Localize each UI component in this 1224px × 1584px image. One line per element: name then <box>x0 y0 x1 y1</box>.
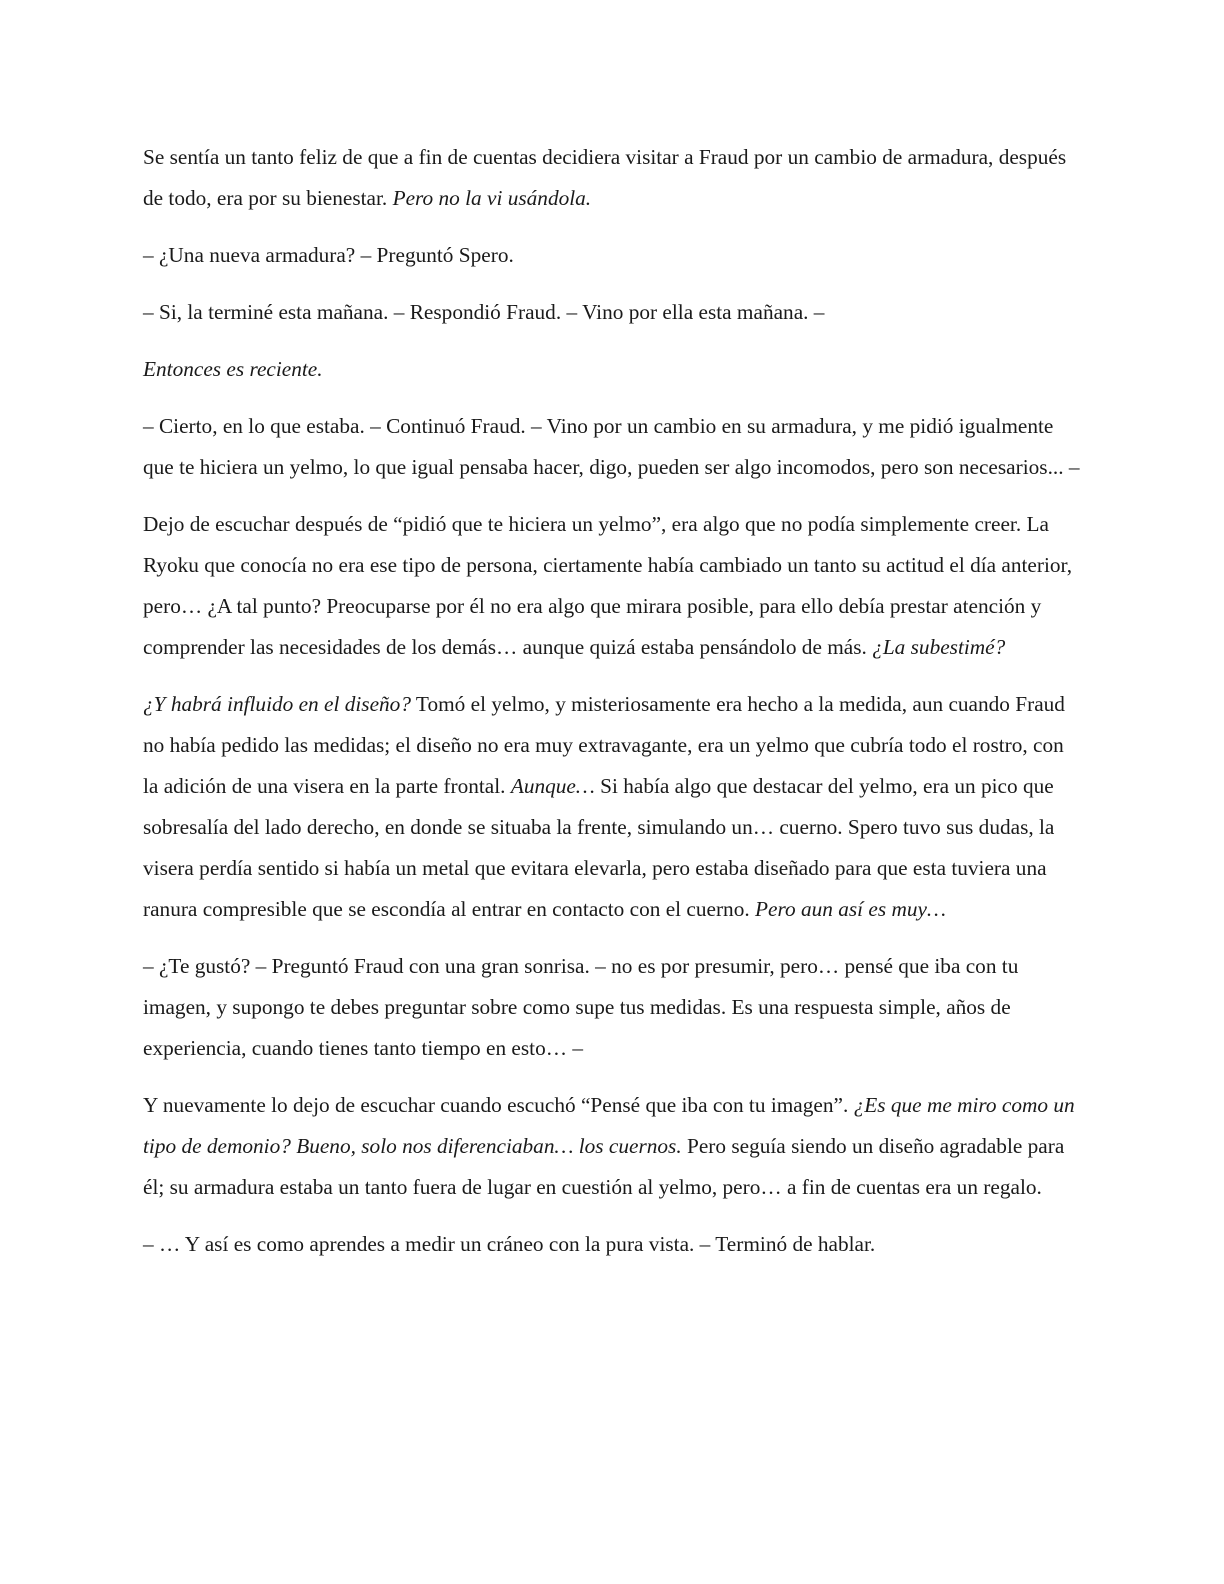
paragraph-3-text: – Si, la terminé esta mañana. – Respondió Fraud. – Vino por ella esta mañana. – <box>143 300 825 324</box>
document-body <box>143 137 1083 1281</box>
paragraph-1-text: Se sentía un tanto feliz de que a fin de cuentas decidiera visitar a Fraud por un cambio de armadura, después de todo, era por su bienestar. <box>143 145 1067 210</box>
paragraph-6-text: Dejo de escuchar después de “pidió que te hiciera un yelmo”, era algo que no podía simplemente creer. La Ryoku que conocía no era ese tipo de persona, ciertamente había cambiado un tanto su actitud el día anterior, pero… ¿A tal punto? Preocuparse por él no era algo que mirara posible, para ello debía prestar atención y comprender las necesidades de los demás… aunque quizá estaba pensándolo de más. <box>143 512 1073 659</box>
paragraph-6 <box>143 504 1083 668</box>
paragraph-9 <box>143 1085 1083 1208</box>
paragraph-6-italic-thought: ¿La subestimé? <box>872 635 1006 659</box>
paragraph-7-text-2: Si había algo que destacar del yelmo, era un pico que sobresalía del lado derecho, en donde se situaba la frente, simulando un… cuerno. Spero tuvo sus dudas, la visera perdía sentido si había un metal que evitara elevarla, pero estaba diseñado para que esta tuviera una ranura compresible que se escondía al entrar en contacto con el cuerno. <box>143 774 1055 921</box>
paragraph-8-text: – ¿Te gustó? – Preguntó Fraud con una gran sonrisa. – no es por presumir, pero… pensé que iba con tu imagen, y supongo te debes preguntar sobre como supe tus medidas. Es una respuesta simple, años de experiencia, cuando tienes tanto tiempo en esto… – <box>143 954 1019 1060</box>
paragraph-1 <box>143 137 1083 219</box>
paragraph-7-text-1: Tomó el yelmo, y misteriosamente era hecho a la medida, aun cuando Fraud no había pedido las medidas; el diseño no era muy extravagante, era un yelmo que cubría todo el rostro, con la adición de una visera en la parte frontal. <box>143 692 1065 798</box>
paragraph-1-italic-thought: Pero no la vi usándola. <box>392 186 592 210</box>
paragraph-8 <box>143 946 1083 1069</box>
paragraph-7-italic-thought-2: Aunque… <box>510 774 595 798</box>
paragraph-9-italic-thought: ¿Es que me miro como un tipo de demonio? Bueno, solo nos diferenciaban… los cuernos. <box>143 1093 1075 1158</box>
paragraph-5-text: – Cierto, en lo que estaba. – Continuó Fraud. – Vino por un cambio en su armadura, y me pidió igualmente que te hiciera un yelmo, lo que igual pensaba hacer, digo, pueden ser algo incomodos, pero son necesarios... – <box>143 414 1080 479</box>
paragraph-10-text: – … Y así es como aprendes a medir un cráneo con la pura vista. – Terminó de hablar. <box>143 1232 876 1256</box>
paragraph-9-text-1: Y nuevamente lo dejo de escuchar cuando escuchó “Pensé que iba con tu imagen”. <box>143 1093 854 1117</box>
paragraph-9-text-2: Pero seguía siendo un diseño agradable para él; su armadura estaba un tanto fuera de lugar en cuestión al yelmo, pero… a fin de cuentas era un regalo. <box>143 1134 1065 1199</box>
paragraph-4 <box>143 349 1083 390</box>
paragraph-7-italic-thought-3: Pero aun así es muy… <box>755 897 946 921</box>
paragraph-3 <box>143 292 1083 333</box>
paragraph-4-italic-thought: Entonces es reciente. <box>143 357 323 381</box>
paragraph-2 <box>143 235 1083 276</box>
paragraph-2-text: – ¿Una nueva armadura? – Preguntó Spero. <box>143 243 514 267</box>
paragraph-7 <box>143 684 1083 930</box>
paragraph-7-italic-thought-1: ¿Y habrá influido en el diseño? <box>143 692 411 716</box>
paragraph-10 <box>143 1224 1083 1265</box>
paragraph-5 <box>143 406 1083 488</box>
